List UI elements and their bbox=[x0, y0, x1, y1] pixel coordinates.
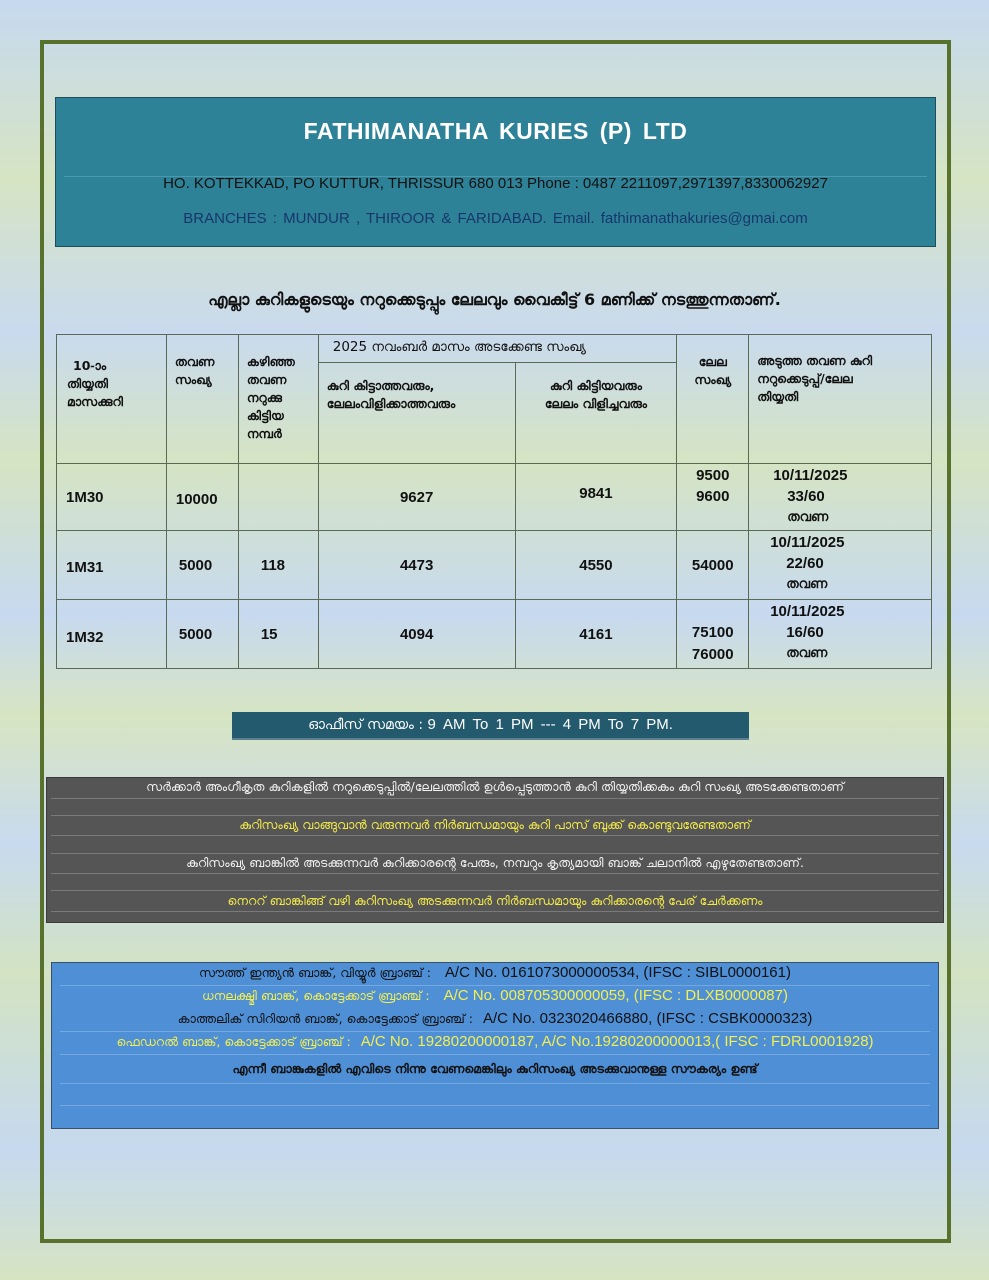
bank-account: A/C No. 008705300000059, (IFSC : DLXB0000087) bbox=[443, 987, 788, 1004]
header-text: ലേലം വിളിച്ചവരും bbox=[544, 396, 647, 411]
header-text: തിയ്യതി bbox=[67, 376, 109, 391]
cell-last-no bbox=[238, 464, 318, 531]
header-text: കുറി കിട്ടിയവരും bbox=[549, 378, 642, 393]
row-divider bbox=[60, 1105, 930, 1106]
bank-row bbox=[52, 1032, 938, 1052]
header-won bbox=[515, 363, 677, 464]
office-hours-bar bbox=[232, 712, 749, 740]
row-divider bbox=[51, 798, 939, 799]
bank-name: ഫെഡറൽ ബാങ്ക്, കൊട്ടേക്കാട് ബ്രാഞ്ച് : bbox=[116, 1034, 351, 1049]
cell-amount: 5000 bbox=[166, 600, 238, 669]
next-installment-label: തവണ bbox=[786, 577, 828, 592]
instruction-line: നെററ് ബാങ്കിങ്ങ് വഴി കുറിസംഖ്യ അടക്കുന്നവർ നിർബന്ധമായും കുറിക്കാരന്റെ പേര് ചേർക്കണം bbox=[227, 893, 763, 908]
header-text: 10-ാം bbox=[73, 358, 107, 373]
cell-last-no: 118 bbox=[238, 531, 318, 600]
table-row bbox=[57, 600, 932, 669]
header-text: നമ്പർ bbox=[246, 426, 282, 441]
bank-account: A/C No. 0323020466880, (IFSC : CSBK0000323) bbox=[483, 1010, 813, 1027]
header-text: കുറി കിട്ടാത്തവരും, bbox=[326, 378, 435, 393]
bank-name: കാത്തലിക് സിറിയൻ ബാങ്ക്, കൊട്ടേക്കാട് ബ്രാഞ്ച് : bbox=[177, 1011, 474, 1026]
header-kuri bbox=[57, 335, 167, 464]
header-text: തവണ bbox=[174, 354, 215, 369]
cell-amount: 10000 bbox=[166, 464, 238, 531]
header-group-november bbox=[318, 335, 677, 363]
header-text: നറുക്കു bbox=[246, 390, 282, 405]
bank-account: A/C No. 0161073000000534, (IFSC : SIBL0000161) bbox=[444, 964, 791, 981]
table-row bbox=[57, 464, 932, 531]
instruction-line: കുറിസംഖ്യ വാങ്ങുവാൻ വരുന്നവർ നിർബന്ധമായും കുറി പാസ് ബുക്ക് കൊണ്ടുവരേണ്ടതാണ് bbox=[239, 817, 751, 832]
header-text: സംഖ്യ bbox=[174, 372, 212, 387]
cell-not-won: 4473 bbox=[318, 531, 515, 600]
header-text: തവണ bbox=[246, 372, 287, 387]
bank-name: സൗത്ത് ഇന്ത്യൻ ബാങ്ക്, വിയ്യൂർ ബ്രാഞ്ച് : bbox=[199, 965, 431, 980]
row-divider bbox=[51, 911, 939, 912]
company-address: HO. KOTTEKKAD, PO KUTTUR, THRISSUR 680 013 Phone : 0487 2211097,2971397,8330062927 bbox=[163, 175, 828, 192]
company-branches: BRANCHES : MUNDUR , THIROOR & FARIDABAD. Email. fathimanathakuries@gmai.com bbox=[183, 210, 808, 227]
next-date: 10/11/2025 bbox=[773, 467, 848, 484]
banks-footer-note: എന്നീ ബാങ്കുകളിൽ എവിടെ നിന്നു വേണമെങ്കിലും കുറിസംഖ്യ അടക്കുവാനുള്ള സൗകര്യം ഉണ്ട് bbox=[232, 1061, 758, 1076]
next-installment: 22/60 bbox=[786, 555, 824, 572]
office-hours-label: ഓഫീസ് സമയം : bbox=[308, 717, 424, 733]
row-divider bbox=[60, 1083, 930, 1084]
cell-not-won: 4094 bbox=[318, 600, 515, 669]
row-divider bbox=[60, 1054, 930, 1055]
cell-won: 4161 bbox=[515, 600, 677, 669]
header-text: കഴിഞ്ഞ bbox=[246, 354, 295, 369]
next-date: 10/11/2025 bbox=[770, 603, 845, 620]
cell-won: 4550 bbox=[515, 531, 677, 600]
cell-amount: 5000 bbox=[166, 531, 238, 600]
header-text: 2025 നവംബർ മാസം അടക്കേണ്ട സംഖ്യ bbox=[332, 339, 586, 355]
cell-next-date bbox=[749, 600, 932, 669]
header-text: മാസക്കുറി bbox=[67, 394, 123, 409]
header-text: അടുത്ത തവണ കുറി bbox=[757, 353, 873, 368]
header-text: തിയ്യതി bbox=[757, 389, 799, 404]
next-installment-label: തവണ bbox=[786, 646, 828, 661]
bank-accounts-box bbox=[51, 962, 939, 1129]
company-name: FATHIMANATHA KURIES (P) LTD bbox=[303, 118, 688, 144]
bank-row bbox=[52, 1009, 938, 1029]
cell-last-no: 15 bbox=[238, 600, 318, 669]
instruction-line: സർക്കാർ അംഗീകൃത കുറികളിൽ നറുക്കെടുപ്പിൽ/ലേലത്തിൽ ഉൾപ്പെടുത്താൻ കുറി തിയ്യതിക്കകം കുറി സംഖ്യ അടക്കേണ്ടതാണ് bbox=[146, 779, 844, 794]
draw-time-notice: എല്ലാ കുറികളുടെയും നറുക്കെടുപ്പും ലേലവും വൈകീട്ട് 6 മണിക്ക് നടത്തുന്നതാണ്. bbox=[208, 290, 781, 309]
cell-auction bbox=[677, 600, 749, 669]
header-last-draw bbox=[238, 335, 318, 464]
auction-value: 76000 bbox=[691, 646, 734, 663]
header-text: സംഖ്യ bbox=[694, 372, 732, 387]
row-divider bbox=[51, 835, 939, 836]
cell-won: 9841 bbox=[515, 464, 677, 531]
bank-row bbox=[52, 986, 938, 1006]
auction-value: 54000 bbox=[691, 556, 734, 574]
bank-account: A/C No. 19280200000187, A/C No.19280200000013,( IFSC : FDRL0001928) bbox=[360, 1033, 874, 1050]
header-amount bbox=[166, 335, 238, 464]
office-hours-value: 9 AM To 1 PM --- 4 PM To 7 PM. bbox=[427, 716, 673, 733]
header-text: കിട്ടിയ bbox=[246, 408, 284, 423]
instruction-line: കുറിസംഖ്യ ബാങ്കിൽ അടക്കുന്നവർ കുറിക്കാരന്റെ പേരും, നമ്പറും കൃത്യമായി ബാങ്ക് ചലാനിൽ എഴുതേണ്ടതാണ്. bbox=[186, 855, 804, 870]
header-text: നറുക്കെടുപ്പ്/ലേല bbox=[757, 371, 853, 386]
bank-name: ധനലക്ഷ്മി ബാങ്ക്, കൊട്ടേക്കാട് ബ്രാഞ്ച് : bbox=[202, 988, 430, 1003]
instructions-box bbox=[46, 777, 944, 923]
auction-value: 9500 bbox=[696, 467, 730, 484]
company-header bbox=[55, 97, 936, 247]
cell-next-date bbox=[749, 464, 932, 531]
cell-kuri: 1M31 bbox=[57, 531, 167, 600]
header-auction bbox=[677, 335, 749, 464]
kuri-table bbox=[56, 334, 932, 669]
next-date: 10/11/2025 bbox=[770, 534, 845, 551]
header-next-date bbox=[749, 335, 932, 464]
cell-kuri: 1M30 bbox=[57, 464, 167, 531]
cell-auction bbox=[677, 464, 749, 531]
next-installment: 33/60 bbox=[787, 488, 825, 505]
header-text: ലേലംവിളിക്കാത്തവരും bbox=[326, 396, 456, 411]
cell-not-won: 9627 bbox=[318, 464, 515, 531]
next-installment-label: തവണ bbox=[787, 510, 829, 525]
table-row bbox=[57, 531, 932, 600]
auction-value: 9600 bbox=[696, 488, 730, 505]
cell-auction bbox=[677, 531, 749, 600]
auction-value: 75100 bbox=[691, 624, 734, 641]
header-not-won bbox=[318, 363, 515, 464]
header-text: ലേല bbox=[698, 354, 727, 369]
bank-row bbox=[52, 963, 938, 983]
next-installment: 16/60 bbox=[786, 624, 824, 641]
row-divider bbox=[51, 873, 939, 874]
cell-kuri: 1M32 bbox=[57, 600, 167, 669]
cell-next-date bbox=[749, 531, 932, 600]
